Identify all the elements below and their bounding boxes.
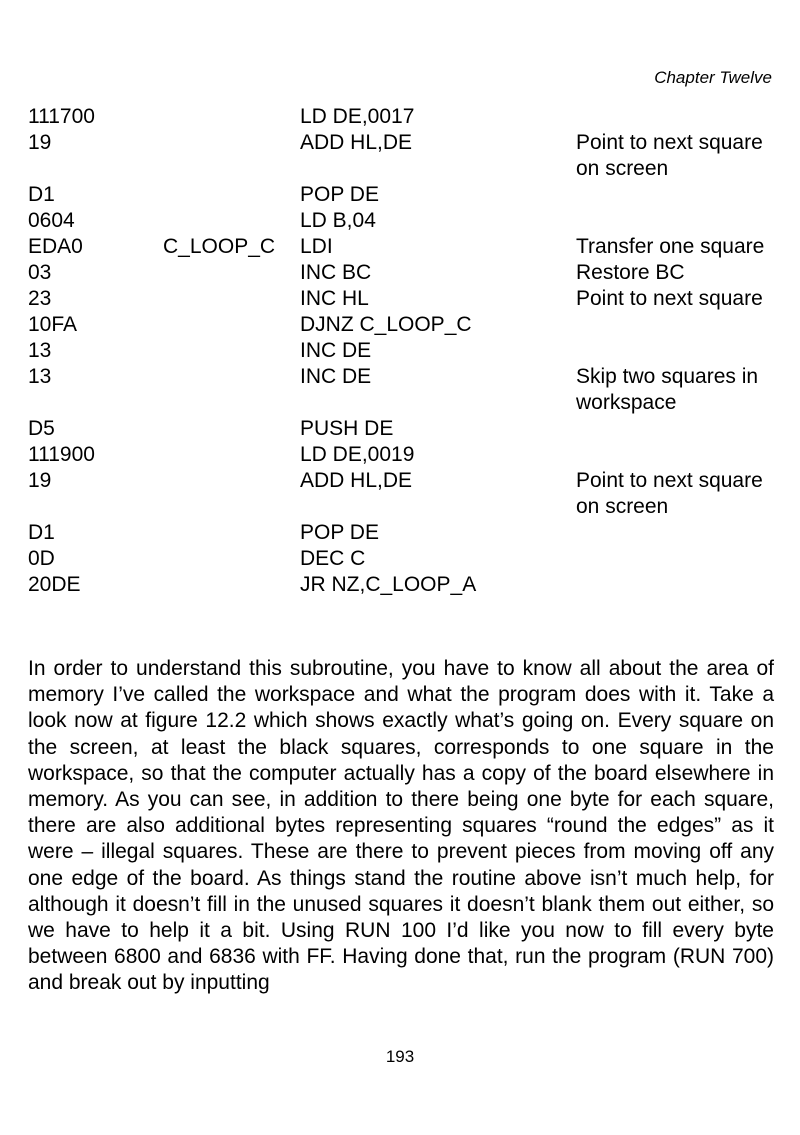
code-label xyxy=(163,520,300,546)
code-comment xyxy=(576,182,776,208)
hex-code: D1 xyxy=(28,183,55,206)
code-comment: Point to next square on screen xyxy=(576,469,763,518)
instruction: POP DE xyxy=(300,521,379,544)
code-label xyxy=(163,182,300,208)
code-comment xyxy=(576,312,776,338)
hex-code: 111700 xyxy=(28,105,95,128)
code-comment: Restore BC xyxy=(576,261,685,284)
code-label xyxy=(163,130,300,182)
code-row xyxy=(28,260,778,286)
instruction: POP DE xyxy=(300,183,379,206)
code-label xyxy=(163,572,300,598)
code-label xyxy=(163,364,300,416)
hex-code: 10FA xyxy=(28,313,78,336)
code-row xyxy=(28,364,778,416)
code-comment xyxy=(576,442,776,468)
instruction: ADD HL,DE xyxy=(300,469,413,492)
hex-code: 0D xyxy=(28,547,55,570)
code-comment: Point to next square xyxy=(576,287,763,310)
code-label xyxy=(163,338,300,364)
hex-code: 111900 xyxy=(28,443,95,466)
code-comment xyxy=(576,104,776,130)
hex-code: EDA0 xyxy=(28,235,83,258)
instruction: PUSH DE xyxy=(300,417,394,440)
code-label xyxy=(163,208,300,234)
code-comment xyxy=(576,416,776,442)
code-comment xyxy=(576,208,776,234)
instruction: LDI xyxy=(300,235,333,258)
hex-code: 20DE xyxy=(28,573,81,596)
code-comment: Transfer one square xyxy=(576,235,765,258)
code-row xyxy=(28,286,778,312)
code-comment: Skip two squares in workspace xyxy=(576,365,759,414)
code-row xyxy=(28,208,778,234)
code-label: C_LOOP_C xyxy=(163,235,276,258)
instruction: DJNZ C_LOOP_C xyxy=(300,313,472,336)
hex-code: 03 xyxy=(28,261,52,284)
chapter-header: Chapter Twelve xyxy=(654,68,772,87)
code-label xyxy=(163,312,300,338)
code-row xyxy=(28,520,778,546)
code-row xyxy=(28,546,778,572)
instruction: INC DE xyxy=(300,365,372,388)
code-row xyxy=(28,442,778,468)
instruction: INC BC xyxy=(300,261,372,284)
hex-code: 13 xyxy=(28,339,52,362)
hex-code: 19 xyxy=(28,469,52,492)
hex-code: D5 xyxy=(28,417,55,440)
code-label xyxy=(163,442,300,468)
code-row xyxy=(28,338,778,364)
instruction: LD DE,0017 xyxy=(300,105,415,128)
code-row xyxy=(28,312,778,338)
code-row xyxy=(28,234,778,260)
hex-code: D1 xyxy=(28,521,55,544)
instruction: JR NZ,C_LOOP_A xyxy=(300,573,477,596)
body-paragraph: In order to understand this subroutine, you have to know all about the area of memory I’ve called the workspace and what the program does with it. Take a look now at figure 12.2 which shows exactly what’s going on. Every square on the screen, at least the black squares, corresponds to one square in the workspace, so that the computer actually has a copy of the board elsewhere in memory. As you can see, in addition to there being one byte for each square, there are also additional bytes representing squares “round the edges” as it were – illegal squares. These are there to prevent pieces from moving off any one edge of the board. As things stand the routine above isn’t much help, for although it doesn’t fill in the unused squares it doesn’t blank them out either, so we have to help it a bit. Using RUN 100 I’d like you now to fill every byte between 6800 and 6836 with FF. Having done that, run the program (RUN 700) and break out by inputting xyxy=(28,657,774,995)
code-row xyxy=(28,572,778,598)
hex-code: 0604 xyxy=(28,209,75,232)
code-row xyxy=(28,468,778,520)
instruction: DEC C xyxy=(300,547,366,570)
code-label xyxy=(163,468,300,520)
code-comment xyxy=(576,338,776,364)
instruction: LD DE,0019 xyxy=(300,443,415,466)
instruction: INC DE xyxy=(300,339,372,362)
code-label xyxy=(163,104,300,130)
instruction: ADD HL,DE xyxy=(300,131,413,154)
code-comment xyxy=(576,572,776,598)
instruction: INC HL xyxy=(300,287,369,310)
instruction: LD B,04 xyxy=(300,209,376,232)
code-row xyxy=(28,182,778,208)
code-row xyxy=(28,104,778,130)
code-listing xyxy=(28,104,778,598)
code-row xyxy=(28,130,778,182)
hex-code: 13 xyxy=(28,365,52,388)
code-comment: Point to next square on screen xyxy=(576,131,763,180)
code-label xyxy=(163,546,300,572)
hex-code: 23 xyxy=(28,287,52,310)
page-number: 193 xyxy=(385,1047,415,1066)
code-label xyxy=(163,286,300,312)
code-comment xyxy=(576,546,776,572)
code-row xyxy=(28,416,778,442)
code-label xyxy=(163,260,300,286)
code-comment xyxy=(576,520,776,546)
hex-code: 19 xyxy=(28,131,52,154)
code-label xyxy=(163,416,300,442)
